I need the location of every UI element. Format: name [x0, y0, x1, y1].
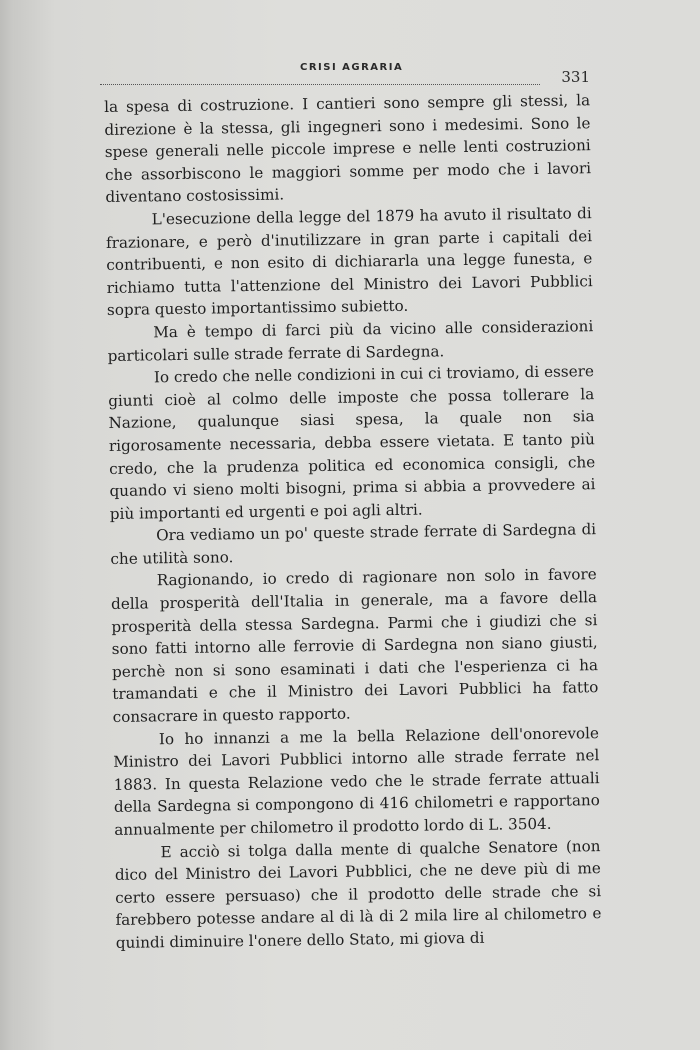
page-header [100, 58, 590, 92]
paragraph: Ragionando, io credo di ragionare non solo in favore della prosperità dell'Italia in generale, ma a favore della prosperità della stessa Sardegna. Parmi che i giudizi che si sono fatti intorno alle ferrovie di Sardegna non siano giusti, perchè non si sono esaminati i dati che l'esperienza ci ha tramandati e che il Ministro dei Lavori Pubblici ha fatto consacrare in questo rapporto. [110, 565, 599, 726]
page-number: 331 [561, 68, 590, 86]
paragraph: L'esecuzione della legge del 1879 ha avuto il risultato di frazionare, e però d'inutilizzare in gran parte i capitali dei contribuenti, e non esito di dichiararla una legge funesta, e richiamo tutta l'attenzione del Ministro dei Lavori Pubblici sopra questo importantissimo subietto. [105, 204, 593, 320]
paragraph: Ora vediamo un po' queste strade ferrate di Sardegna di che utilità sono. [110, 520, 597, 568]
running-title: CRISI AGRARIA [300, 62, 404, 73]
paragraph: la spesa di costruzione. I cantieri sono sempre gli stessi, la direzione è la stessa, gli ingegneri sono i medesimi. Sono le spese generali nelle piccole imprese e nelle lenti costruzioni che assorbiscono le maggiori somme per modo che i lavori diventano costosissimi. [104, 91, 592, 207]
paragraph: Io credo che nelle condizioni in cui ci troviamo, di essere giunti cioè al colmo delle imposte che possa tollerare la Nazione, qualunque siasi spesa, la quale non sia rigorosamente necessaria, debba essere vietata. E tanto più credo, che la prudenza politica ed economica consigli, che quando vi sieno molti bisogni, prima si abbia a provvedere ai più importanti ed urgenti e poi agli altri. [108, 362, 596, 523]
page-gutter [0, 0, 14, 1050]
paragraph: Io ho innanzi a me la bella Relazione dell'onorevole Ministro dei Lavori Pubblici intorno alle strade ferrate nel 1883. In questa Relazione vedo che le strade ferrate attuali della Sardegna si compongono di 416 chilometri e rapportano annualmente per chilometro il prodotto lordo di L. 3504. [113, 723, 601, 839]
body-text [104, 89, 602, 954]
paragraph: Ma è tempo di farci più da vicino alle considerazioni particolari sulle strade ferrate di Sardegna. [107, 317, 594, 365]
header-rule [100, 84, 540, 85]
paragraph: E acciò si tolga dalla mente di qualche Senatore (non dico del Ministro dei Lavori Pubblici, che ne deve più di me certo essere persuaso) che il prodotto delle strade che si farebbero potesse andare al di là di 2 mila lire al chilometro e quindi diminuire l'onere dello Stato, mi giova di [114, 836, 602, 952]
